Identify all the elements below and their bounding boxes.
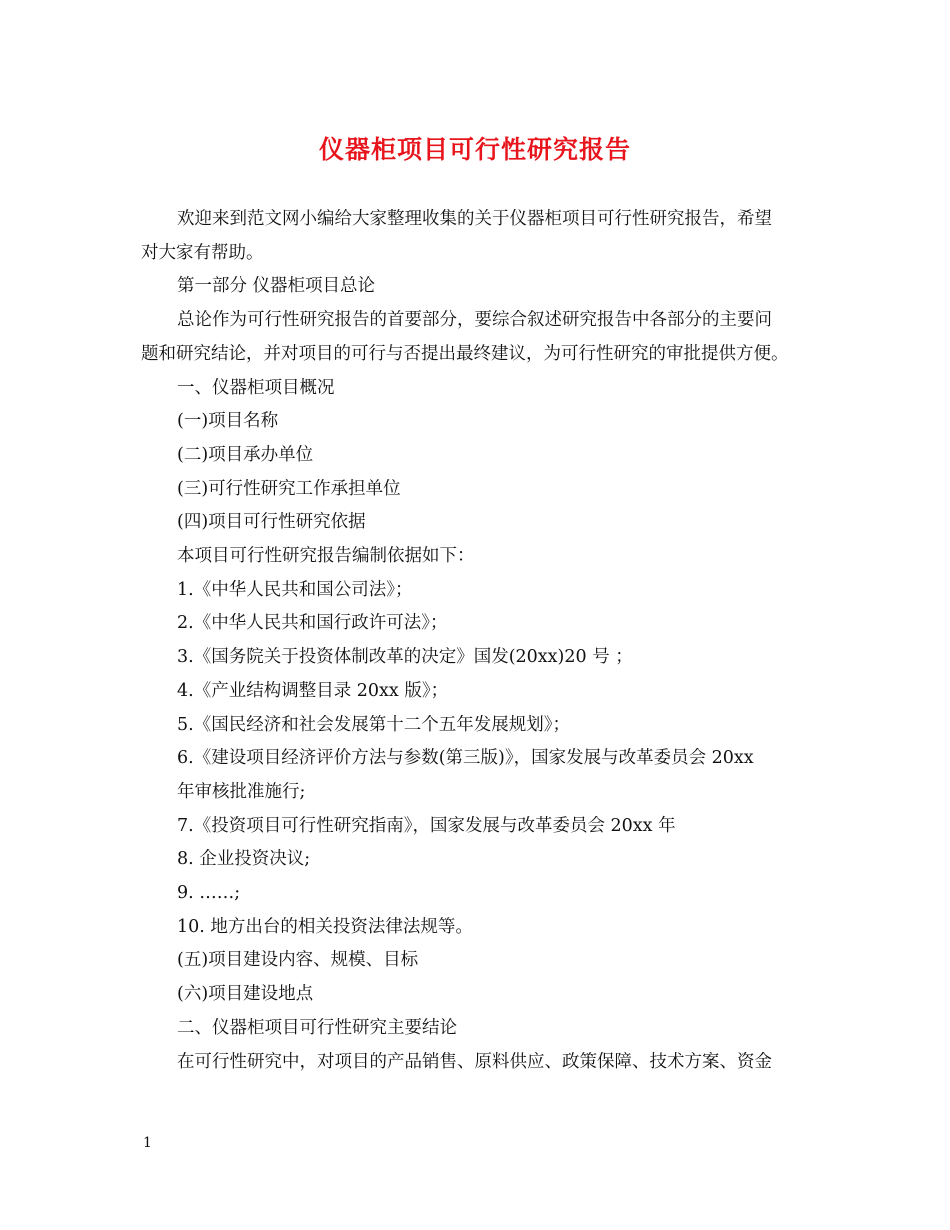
basis-item: 10. 地方出台的相关投资法律法规等。 [177, 916, 473, 937]
summary-paragraph-line: 题和研究结论，并对项目的可行与否提出最终建议，为可行性研究的审批提供方便。 [141, 343, 789, 364]
basis-item: 4.《产业结构调整目录 20xx 版》； [177, 680, 449, 701]
basis-item: 6.《建设项目经济评价方法与参数(第三版)》，国家发展与改革委员会 20xx [177, 748, 754, 769]
overview-heading: 一、仪器柜项目概况 [177, 377, 335, 398]
basis-intro: 本项目可行性研究报告编制依据如下： [177, 546, 475, 567]
conclusion-heading: 二、仪器柜项目可行性研究主要结论 [177, 1017, 457, 1038]
list-item: (三)可行性研究工作承担单位 [177, 478, 401, 499]
list-item: (一)项目名称 [177, 411, 279, 432]
conclusion-paragraph-line: 在可行性研究中，对项目的产品销售、原料供应、政策保障、技术方案、资金 [177, 1051, 772, 1072]
basis-item: 2.《中华人民共和国行政许可法》； [177, 613, 448, 634]
list-item: (五)项目建设内容、规模、目标 [177, 950, 419, 971]
basis-item: 9. ……; [177, 883, 241, 904]
list-item: (六)项目建设地点 [177, 984, 314, 1005]
summary-paragraph-line: 总论作为可行性研究报告的首要部分，要综合叙述研究报告中各部分的主要问 [177, 310, 772, 331]
document-title: 仪器柜项目可行性研究报告 [318, 135, 631, 164]
basis-item: 7.《投资项目可行性研究指南》，国家发展与改革委员会 20xx 年 [177, 815, 676, 836]
basis-item: 1.《中华人民共和国公司法》； [177, 579, 413, 600]
intro-paragraph-line: 欢迎来到范文网小编给大家整理收集的关于仪器柜项目可行性研究报告，希望 [177, 209, 772, 229]
basis-item: 5.《国民经济和社会发展第十二个五年发展规划》； [177, 714, 570, 735]
basis-item: 8. 企业投资决议; [177, 849, 311, 870]
list-item: (四)项目可行性研究依据 [177, 512, 366, 533]
document-body [141, 203, 821, 1079]
basis-item-continuation: 年审核批准施行; [177, 781, 306, 802]
basis-item: 3.《国务院关于投资体制改革的决定》国发(20xx)20 号 ； [177, 647, 633, 668]
section-heading: 第一部分 仪器柜项目总论 [177, 276, 376, 297]
intro-paragraph-line: 对大家有帮助。 [141, 242, 264, 263]
list-item: (二)项目承办单位 [177, 444, 314, 465]
page-number: 1 [143, 1135, 152, 1151]
